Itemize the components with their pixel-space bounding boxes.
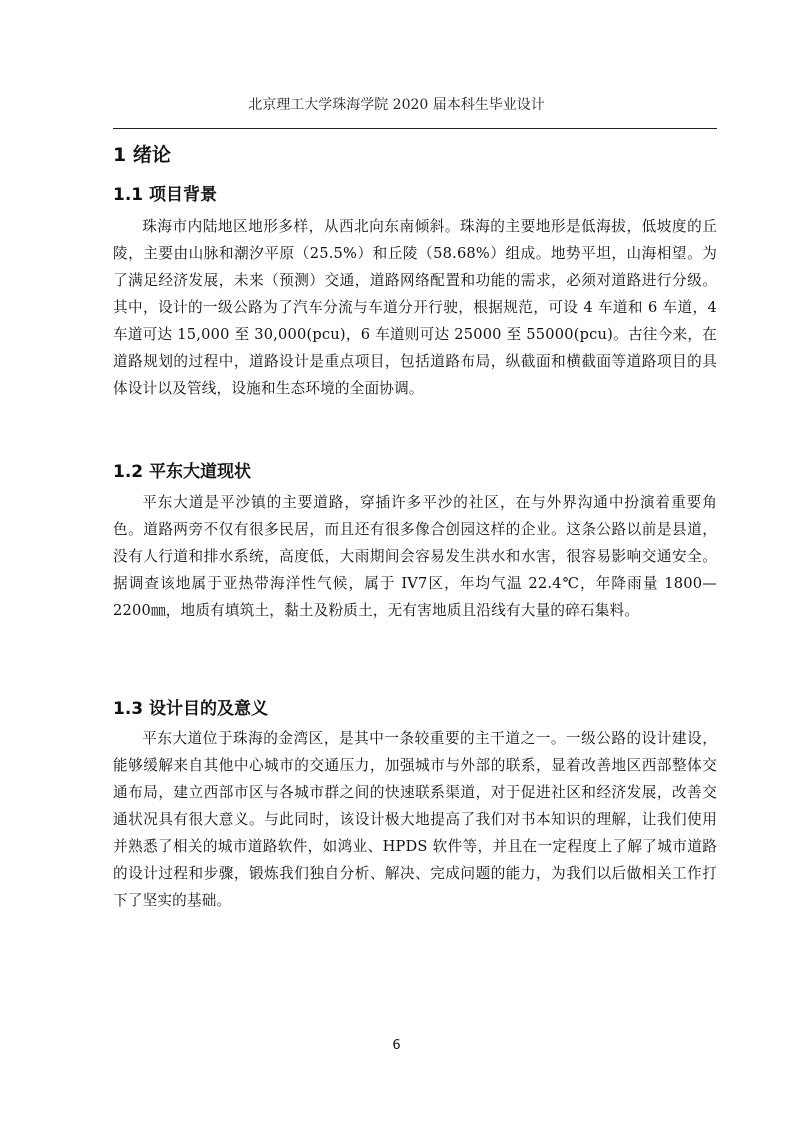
section-title-1-2: 1.2 平东大道现状 xyxy=(113,462,252,482)
paragraph-design-purpose: 平东大道位于珠海的金湾区，是其中一条较重要的主干道之一。一级公路的设计建设，能够缓解来自其他中心城市的交通压力，加强城市与外部的联系，显着改善地区西部整体交通布局，建立西部市区与各城市群之间的快速联系渠道，对于促进社区和经济发展，改善交通状况具有很大意义。与此同时，该设计极大地提高了我们对书本知识的理解，让我们使用并熟悉了相关的城市道路软件，如鸿业、HPDS 软件等，并且在一定程度上了解了城市道路的设计过程和步骤，锻炼我们独自分析、解决、完成问题的能力，为我们以后做相关工作打下了坚实的基础。 xyxy=(113,730,717,909)
page-header: 北京理工大学珠海学院 2020 届本科生毕业设计 xyxy=(248,97,545,113)
section-title-1-3: 1.3 设计目的及意义 xyxy=(113,699,269,719)
paragraph-pingdong-status: 平东大道是平沙镇的主要道路，穿插许多平沙的社区，在与外界沟通中扮演着重要角色。道路两旁不仅有很多民居，而且还有很多像合创园这样的企业。这条公路以前是县道，没有人行道和排水系统，高度低，大雨期间会容易发生洪水和水害，很容易影响交通安全。据调查该地属于亚热带海洋性气候，属于 IV7区，年均气温 22.4℃，年降雨量 1800—2200㎜，地质有填筑土，黏土及粉质土，无有害地质且沿线有大量的碎石集料。 xyxy=(113,494,717,619)
paragraph-project-background: 珠海市内陆地区地形多样，从西北向东南倾斜。珠海的主要地形是低海拔，低坡度的丘陵，主要由山脉和潮汐平原（25.5%）和丘陵（58.68%）组成。地势平坦，山海相望。为了满足经济发展，未来（预测）交通，道路网络配置和功能的需求，必须对道路进行分级。其中，设计的一级公路为了汽车分流与车道分开行驶，根据规范，可设 4 车道和 6 车道，4 车道可达 15,000 至 30,000(pcu)，6 车道则可达 25000 至 55000(pcu)。古往今来，在道路规划的过程中，道路设计是重点项目，包括道路布局，纵截面和横截面等道路项目的具体设计以及管线，设施和生态环境的全面协调。 xyxy=(113,218,717,397)
chapter-title: 1 绪论 xyxy=(113,144,171,166)
section-title-1-1: 1.1 项目背景 xyxy=(113,185,218,205)
page-number: 6 xyxy=(392,1038,401,1053)
header-rule xyxy=(113,128,717,129)
